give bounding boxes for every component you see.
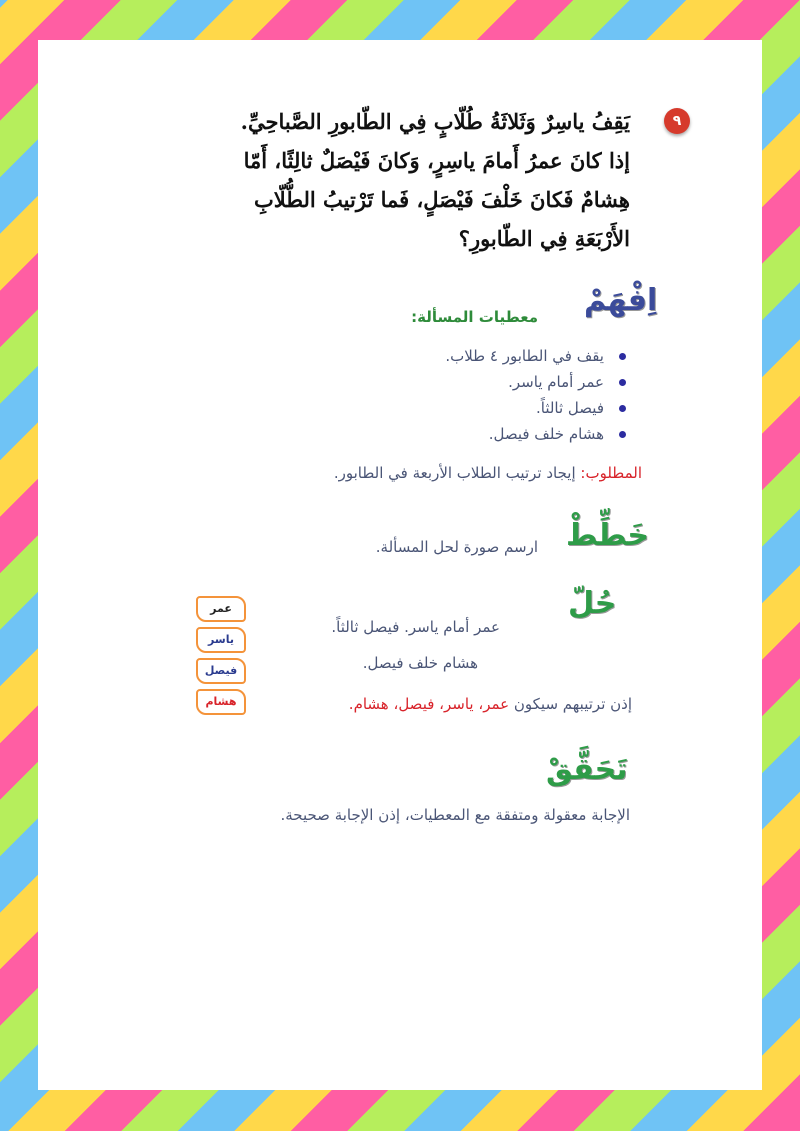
queue-card: هشام bbox=[196, 689, 246, 715]
queue-diagram bbox=[196, 596, 246, 720]
step-check-heading: تَحَقَّقْ bbox=[546, 752, 628, 787]
required-text: إيجاد ترتيب الطلاب الأربعة في الطابور. bbox=[333, 464, 581, 482]
bullet-icon bbox=[619, 431, 626, 438]
step-understand-heading: اِفْهَمْ bbox=[584, 283, 658, 318]
answer-prefix: إذن ترتيبهم سيكون bbox=[509, 695, 632, 713]
problem-statement bbox=[160, 102, 630, 258]
check-text: الإجابة معقولة ومتفقة مع المعطيات، إذن الإجابة صحيحة. bbox=[280, 806, 630, 824]
list-item: يقف في الطابور ٤ طلاب. bbox=[445, 343, 626, 369]
bullet-icon bbox=[619, 405, 626, 412]
queue-card: ياسر bbox=[196, 627, 246, 653]
solve-answer-line bbox=[349, 695, 632, 713]
list-item: عمر أمام ياسر. bbox=[445, 369, 626, 395]
solve-line: عمر أمام ياسر. فيصل ثالثاً. bbox=[331, 618, 500, 636]
answer-value: عمر، ياسر، فيصل، هشام. bbox=[348, 695, 510, 713]
queue-card: عمر bbox=[196, 596, 246, 622]
required-label: المطلوب: bbox=[580, 464, 642, 482]
step-solve-heading: حُلّ bbox=[568, 586, 617, 621]
bullet-icon bbox=[619, 353, 626, 360]
step-plan-heading: خَطِّطْ bbox=[566, 518, 649, 553]
plan-text: ارسم صورة لحل المسألة. bbox=[375, 538, 538, 556]
problem-line: إذا كانَ عمرُ أَمامَ ياسِرٍ، وَكانَ فَيْصَلٌ ثالِثًا، أَمّا bbox=[243, 148, 630, 173]
bullet-icon bbox=[619, 379, 626, 386]
required-statement bbox=[334, 464, 642, 482]
problem-number-badge: ٩ bbox=[664, 108, 690, 134]
givens-title: معطيات المسألة: bbox=[411, 308, 538, 326]
problem-line: يَقِفُ ياسِرٌ وَثَلاثَةُ طُلّابٍ فِي الطّابورِ الصَّباحِيِّ. bbox=[240, 109, 630, 134]
solve-line: هشام خلف فيصل. bbox=[362, 654, 478, 672]
queue-card: فيصل bbox=[196, 658, 246, 684]
givens-list bbox=[445, 343, 626, 447]
list-item: فيصل ثالثاً. bbox=[445, 395, 626, 421]
worksheet-page bbox=[38, 40, 762, 1090]
list-item: هشام خلف فيصل. bbox=[445, 421, 626, 447]
problem-line: الأَرْبَعَةِ فِي الطّابورِ؟ bbox=[458, 226, 630, 251]
problem-line: هِشامٌ فَكانَ خَلْفَ فَيْصَلٍ، فَما تَرْتيبُ الطُّلّابِ bbox=[253, 187, 630, 212]
